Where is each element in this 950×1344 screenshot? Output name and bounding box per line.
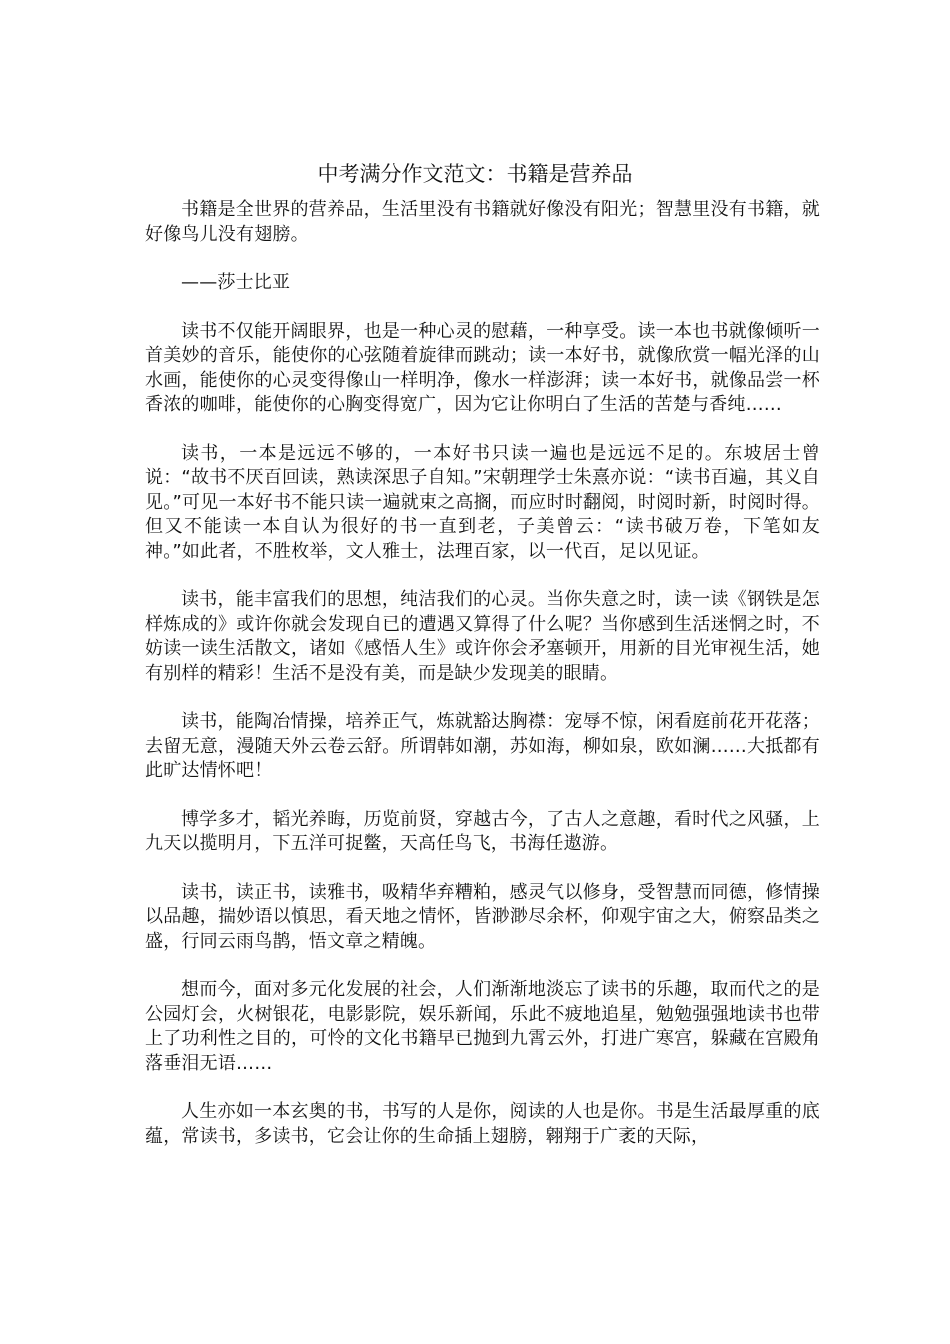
paragraph: 人生亦如一本玄奥的书，书写的人是你，阅读的人也是你。书是生活最厚重的底蕴，常读书，多读书，它会让你的生命插上翅膀，翱翔于广袤的天际， [145,1101,820,1147]
epigraph-quote: 书籍是全世界的营养品，生活里没有书籍就好像没有阳光；智慧里没有书籍，就好像鸟儿没有翅膀。 [145,199,820,245]
paragraph: 读书，一本是远远不够的，一本好书只读一遍也是远远不足的。东坡居士曾说：“故书不厌百回读，熟读深思子自知。”宋朝理学士朱熹亦说：“读书百遍，其义自见。”可见一本好书不能只读一遍就束之高搁，而应时时翻阅，时阅时新，时阅时得。但又不能读一本自认为很好的书一直到老，子美曾云：“读书破万卷，下笔如友神。”如此者，不胜枚举，文人雅士，法理百家，以一代百，足以见证。 [145,442,820,562]
paragraph: 博学多才，韬光养晦，历览前贤，穿越古今，了古人之意趣，看时代之风骚，上九天以揽明月，下五洋可捉鳖，天高任鸟飞，书海任遨游。 [145,808,820,854]
paragraph: 想而今，面对多元化发展的社会，人们渐渐地淡忘了读书的乐趣，取而代之的是公园灯会，火树银花，电影影院，娱乐新闻，乐此不疲地追星，勉勉强强地读书也带上了功利性之目的，可怜的文化书籍早已抛到九霄云外，打进广寒宫，躲藏在宫殿角落垂泪无语…… [145,979,820,1074]
epigraph-attribution: ——莎士比亚 [181,272,291,293]
paragraph: 读书，能丰富我们的思想，纯洁我们的心灵。当你失意之时，读一读《钢铁是怎样炼成的》或许你就会发现自已的遭遇又算得了什么呢？当你感到生活迷惘之时，不妨读一读生活散文，诸如《感悟人生》或许你会矛塞顿开，用新的目光审视生活，她有别样的精彩！生活不是没有美，而是缺少发现美的眼睛。 [145,589,820,684]
paragraph: 读书，能陶冶情操，培养正气，炼就豁达胸襟：宠辱不惊，闲看庭前花开花落；去留无意，漫随天外云卷云舒。所谓韩如潮，苏如海，柳如泉，欧如澜……大抵都有此旷达情怀吧！ [145,711,820,781]
paragraph: 读书，读正书，读雅书，吸精华弃糟粕，感灵气以修身，受智慧而同德，修情操以品趣，揣妙语以慎思，看天地之情怀，皆渺渺尽余杯，仰观宇宙之大，俯察品类之盛，行同云雨鸟鹊，悟文章之精魄。 [145,881,820,952]
document-title: 中考满分作文范文：书籍是营养品 [317,162,633,186]
essay-body [145,198,820,1173]
paragraph: 读书不仅能开阔眼界，也是一种心灵的慰藉，一种享受。读一本也书就像倾听一首美妙的音乐，能使你的心弦随着旋律而跳动；读一本好书，就像欣赏一幅光泽的山水画，能使你的心灵变得像山一样明净，像水一样澎湃；读一本好书，就像品尝一杯香浓的咖啡，能使你的心胸变得宽广，因为它让你明白了生活的苦楚与香纯…… [145,320,820,415]
